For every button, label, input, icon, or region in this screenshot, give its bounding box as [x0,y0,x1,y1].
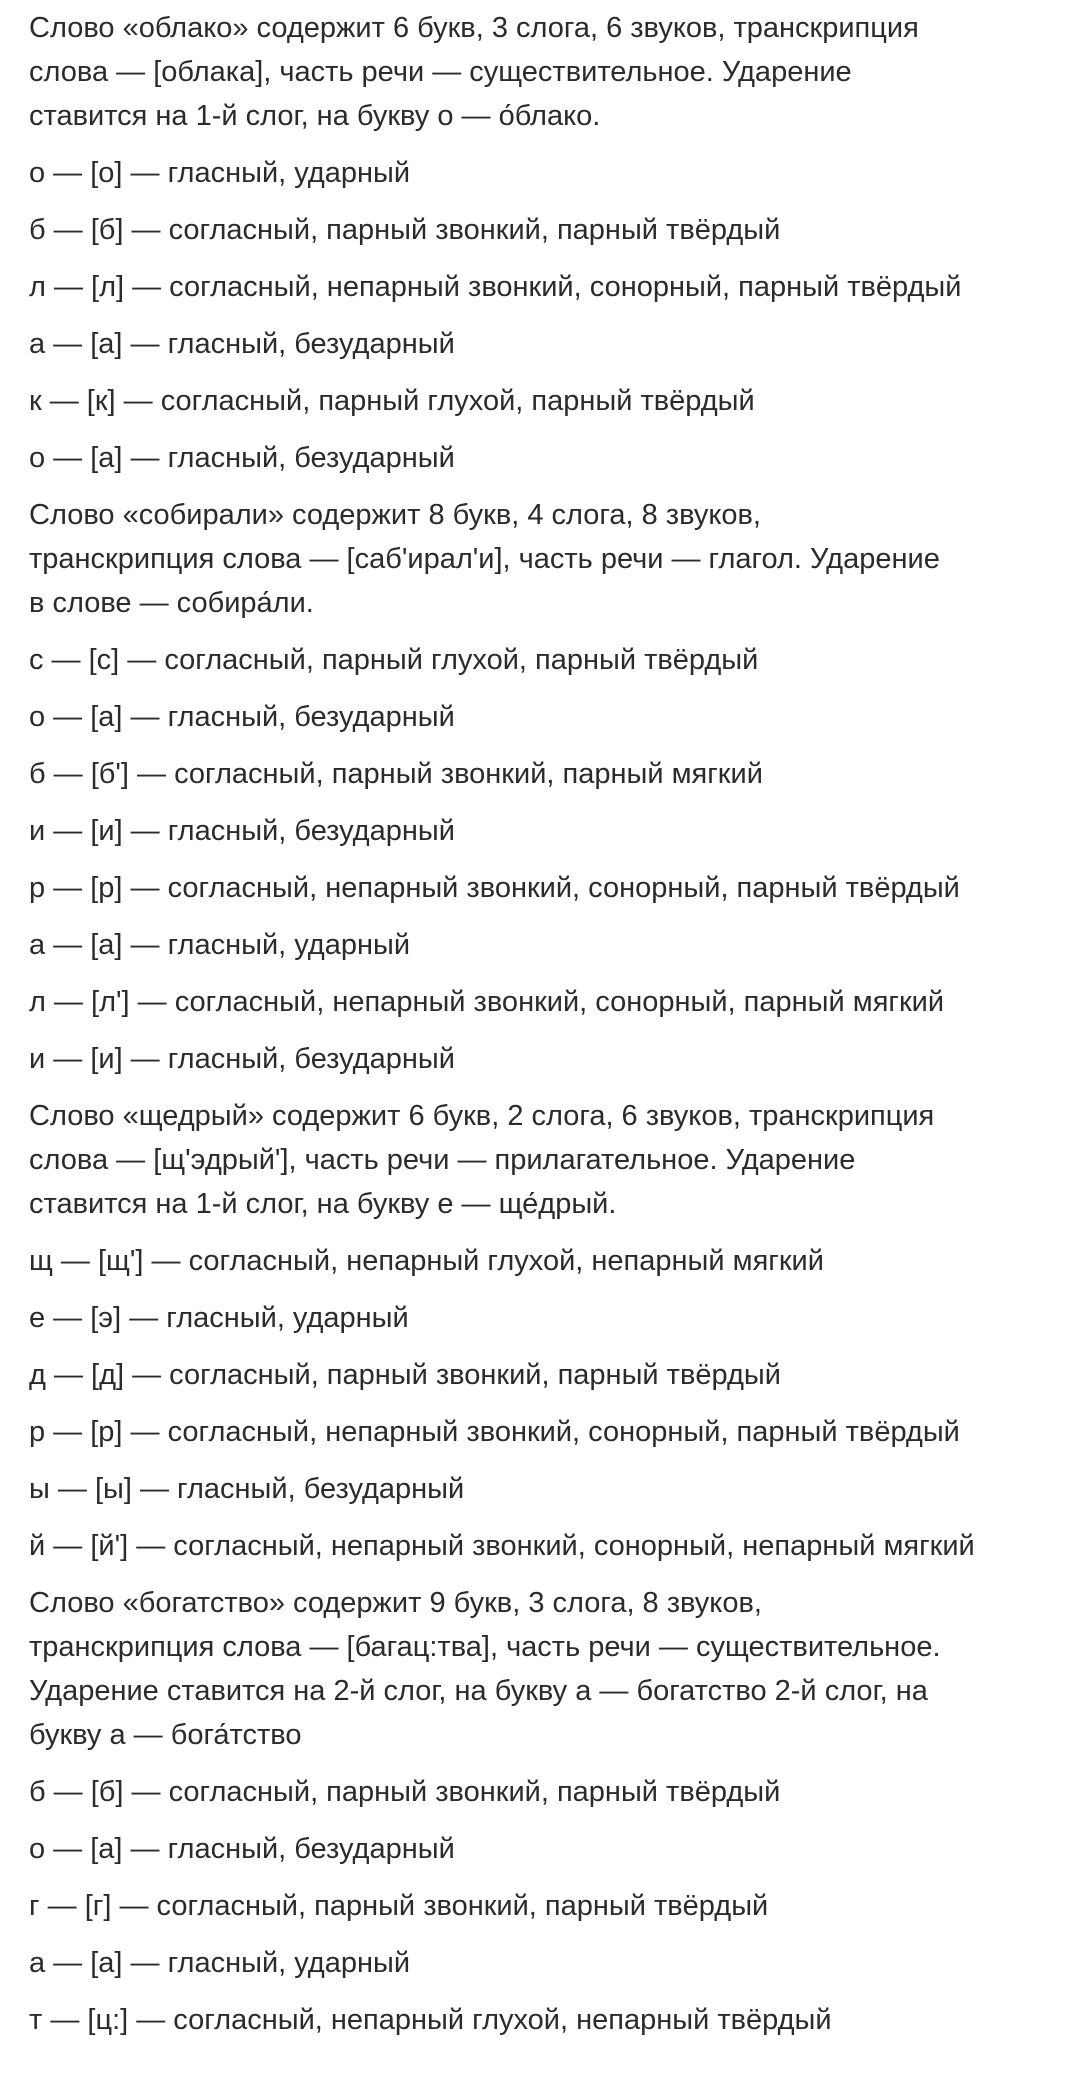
paragraph-line: слова — [щ'эдрый'], часть речи — прилагательное. Ударение [29,1144,856,1176]
word-block-bogatstvo [29,1581,1059,2042]
letter-analysis-line: о — [а] — гласный, безударный [29,442,455,474]
letter-analysis-line: щ — [щ'] — согласный, непарный глухой, непарный мягкий [29,1245,824,1277]
paragraph-line: транскрипция слова — [саб'ирал'и], часть речи — глагол. Ударение [29,543,940,575]
word-summary-paragraph [29,6,1059,138]
letter-analysis-line: р — [р] — согласный, непарный звонкий, сонорный, парный твёрдый [29,872,960,904]
letter-analysis-line: д — [д] — согласный, парный звонкий, парный твёрдый [29,1359,781,1391]
letter-analysis-line: и — [и] — гласный, безударный [29,1043,455,1075]
letter-analysis-line: а — [а] — гласный, безударный [29,328,455,360]
letter-analysis-line: к — [к] — согласный, парный глухой, парный твёрдый [29,385,755,417]
word-block-oblako [29,6,1059,480]
letter-analysis-line: г — [г] — согласный, парный звонкий, парный твёрдый [29,1890,769,1922]
letter-analysis-line: о — [о] — гласный, ударный [29,157,411,189]
letter-analysis-line: о — [а] — гласный, безударный [29,1833,455,1865]
paragraph-line: букву а — бога́тство [29,1719,302,1751]
letter-analysis-line: б — [б] — согласный, парный звонкий, парный твёрдый [29,1776,781,1808]
paragraph-line: Слово «собирали» содержит 8 букв, 4 слога, 8 звуков, [29,499,761,531]
paragraph-line: Слово «облако» содержит 6 букв, 3 слога, 6 звуков, транскрипция [29,12,919,44]
paragraph-line: в слове — собира́ли. [29,587,314,619]
paragraph-line: транскрипция слова — [багац:тва], часть речи — существительное. [29,1631,941,1663]
paragraph-line: ставится на 1-й слог, на букву о — о́блако. [29,100,601,132]
word-block-sobirali [29,493,1059,1081]
letter-analysis-line: и — [и] — гласный, безударный [29,815,455,847]
letter-analysis-line: л — [л] — согласный, непарный звонкий, сонорный, парный твёрдый [29,271,962,303]
letter-analysis-line: е — [э] — гласный, ударный [29,1302,409,1334]
phonetic-analysis-document [29,6,1059,2055]
letter-analysis-line: ы — [ы] — гласный, безударный [29,1473,465,1505]
letter-analysis-line: а — [а] — гласный, ударный [29,1947,411,1979]
paragraph-line: слова — [облака], часть речи — существительное. Ударение [29,56,852,88]
letter-analysis-line: й — [й'] — согласный, непарный звонкий, сонорный, непарный мягкий [29,1530,975,1562]
word-summary-paragraph [29,493,1059,625]
paragraph-line: Слово «богатство» содержит 9 букв, 3 слога, 8 звуков, [29,1587,762,1619]
letter-analysis-line: б — [б] — согласный, парный звонкий, парный твёрдый [29,214,781,246]
letter-analysis-line: о — [а] — гласный, безударный [29,701,455,733]
letter-analysis-line: л — [л'] — согласный, непарный звонкий, сонорный, парный мягкий [29,986,945,1018]
word-summary-paragraph [29,1581,1059,1757]
letter-analysis-line: а — [а] — гласный, ударный [29,929,411,961]
word-summary-paragraph [29,1094,1059,1226]
paragraph-line: ставится на 1-й слог, на букву е — ще́дрый. [29,1188,617,1220]
letter-analysis-line: т — [ц:] — согласный, непарный глухой, непарный твёрдый [29,2004,832,2036]
word-block-shchedryy [29,1094,1059,1568]
letter-analysis-line: р — [р] — согласный, непарный звонкий, сонорный, парный твёрдый [29,1416,960,1448]
paragraph-line: Слово «щедрый» содержит 6 букв, 2 слога, 6 звуков, транскрипция [29,1100,935,1132]
letter-analysis-line: б — [б'] — согласный, парный звонкий, парный мягкий [29,758,763,790]
letter-analysis-line: с — [с] — согласный, парный глухой, парный твёрдый [29,644,759,676]
paragraph-line: Ударение ставится на 2-й слог, на букву а — богатство 2-й слог, на [29,1675,928,1707]
